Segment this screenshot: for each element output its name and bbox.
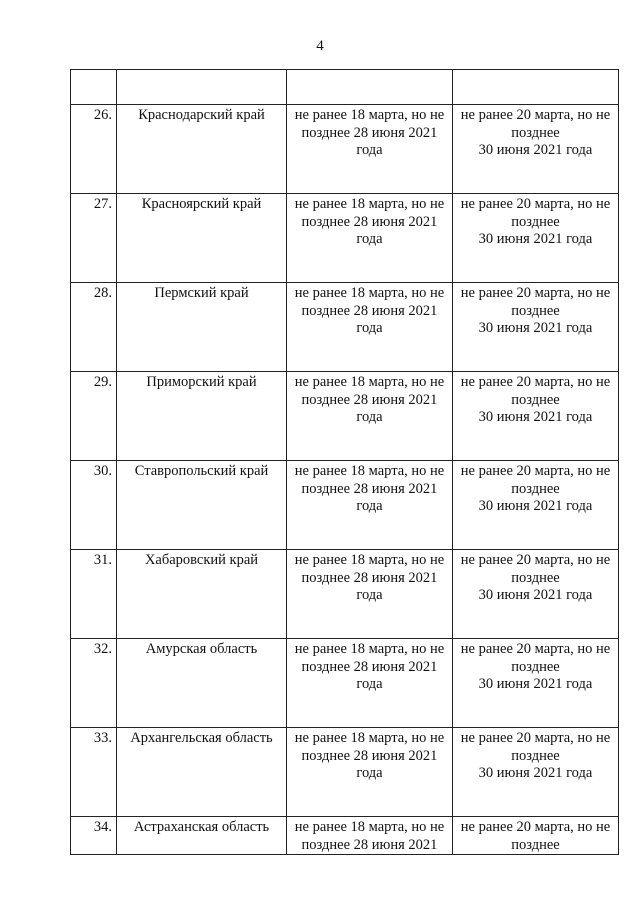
end-period-line: 30 июня 2021 года (478, 765, 593, 781)
table-row (71, 194, 619, 283)
end-period-line: позднее (511, 480, 560, 497)
table-body (71, 70, 619, 855)
end-period-cell (453, 550, 619, 639)
header-cell-region (117, 70, 287, 105)
row-number-cell: 28. (71, 283, 117, 372)
end-period-cell (453, 461, 619, 550)
row-number-cell: 31. (71, 550, 117, 639)
row-number-cell: 27. (71, 194, 117, 283)
region-name-cell: Хабаровский край (117, 550, 287, 639)
table-row (71, 283, 619, 372)
end-period-cell (453, 817, 619, 855)
row-number-cell: 32. (71, 639, 117, 728)
start-period-line: не ранее 18 марта, но не (294, 196, 445, 212)
start-period-line: позднее 28 июня 2021 (301, 480, 438, 497)
end-period-line: не ранее 20 марта, но не (460, 552, 611, 568)
start-period-line: года (356, 231, 383, 247)
start-period-cell (287, 372, 453, 461)
end-period-line: позднее (511, 391, 560, 408)
end-period-line: 30 июня 2021 года (478, 409, 593, 425)
start-period-line: не ранее 18 марта, но не (294, 107, 445, 123)
end-period-cell (453, 283, 619, 372)
region-name-cell: Амурская область (117, 639, 287, 728)
end-period-line: не ранее 20 марта, но не (460, 374, 611, 390)
end-period-line: позднее (511, 302, 560, 319)
start-period-line: не ранее 18 марта, но не (294, 463, 445, 479)
start-period-line: не ранее 18 марта, но не (294, 285, 445, 301)
table-header-row (71, 70, 619, 105)
start-period-line: позднее 28 июня 2021 (301, 391, 438, 408)
start-period-line: года (356, 409, 383, 425)
start-period-line: позднее 28 июня 2021 (301, 747, 438, 764)
start-period-line: года (356, 142, 383, 158)
end-period-cell (453, 372, 619, 461)
end-period-line: 30 июня 2021 года (478, 142, 593, 158)
region-name-cell: Ставропольский край (117, 461, 287, 550)
end-period-cell (453, 639, 619, 728)
start-period-cell (287, 817, 453, 855)
table-row (71, 639, 619, 728)
end-period-line: не ранее 20 марта, но не (460, 730, 611, 746)
table-row (71, 461, 619, 550)
start-period-line: позднее 28 июня 2021 (301, 302, 438, 319)
end-period-line: 30 июня 2021 года (478, 320, 593, 336)
end-period-line: 30 июня 2021 года (478, 498, 593, 514)
header-cell-number (71, 70, 117, 105)
start-period-line: не ранее 18 марта, но не (294, 641, 445, 657)
end-period-line: позднее (511, 836, 560, 853)
start-period-cell (287, 639, 453, 728)
header-cell-start-period (287, 70, 453, 105)
end-period-line: 30 июня 2021 года (478, 231, 593, 247)
end-period-line: 30 июня 2021 года (478, 587, 593, 603)
end-period-line: не ранее 20 марта, но не (460, 107, 611, 123)
table-row (71, 817, 619, 855)
end-period-line: позднее (511, 213, 560, 230)
start-period-line: года (356, 498, 383, 514)
end-period-line: не ранее 20 марта, но не (460, 463, 611, 479)
start-period-line: позднее 28 июня 2021 (301, 836, 438, 853)
start-period-line: года (356, 320, 383, 336)
end-period-line: не ранее 20 марта, но не (460, 196, 611, 212)
end-period-cell (453, 728, 619, 817)
row-number-cell: 34. (71, 817, 117, 855)
start-period-line: не ранее 18 марта, но не (294, 730, 445, 746)
start-period-cell (287, 461, 453, 550)
start-period-line: не ранее 18 марта, но не (294, 374, 445, 390)
region-name-cell: Пермский край (117, 283, 287, 372)
start-period-line: позднее 28 июня 2021 (301, 124, 438, 141)
start-period-cell (287, 728, 453, 817)
end-period-line: не ранее 20 марта, но не (460, 641, 611, 657)
row-number-cell: 33. (71, 728, 117, 817)
table-row (71, 372, 619, 461)
start-period-line: не ранее 18 марта, но не (294, 819, 445, 835)
region-name-cell: Архангельская область (117, 728, 287, 817)
end-period-line: не ранее 20 марта, но не (460, 285, 611, 301)
table-row (71, 105, 619, 194)
start-period-cell (287, 550, 453, 639)
start-period-line: года (356, 587, 383, 603)
end-period-cell (453, 194, 619, 283)
start-period-cell (287, 283, 453, 372)
region-name-cell: Красноярский край (117, 194, 287, 283)
region-name-cell: Приморский край (117, 372, 287, 461)
region-name-cell: Астраханская область (117, 817, 287, 855)
end-period-line: позднее (511, 747, 560, 764)
end-period-line: позднее (511, 569, 560, 586)
end-period-line: позднее (511, 124, 560, 141)
start-period-line: не ранее 18 марта, но не (294, 552, 445, 568)
page-number: 4 (316, 38, 324, 54)
start-period-cell (287, 105, 453, 194)
end-period-line: не ранее 20 марта, но не (460, 819, 611, 835)
end-period-line: 30 июня 2021 года (478, 676, 593, 692)
region-name-cell: Краснодарский край (117, 105, 287, 194)
table-row (71, 550, 619, 639)
start-period-line: года (356, 676, 383, 692)
table-row (71, 728, 619, 817)
row-number-cell: 30. (71, 461, 117, 550)
start-period-line: позднее 28 июня 2021 (301, 658, 438, 675)
start-period-cell (287, 194, 453, 283)
start-period-line: позднее 28 июня 2021 (301, 569, 438, 586)
header-cell-end-period (453, 70, 619, 105)
row-number-cell: 26. (71, 105, 117, 194)
end-period-cell (453, 105, 619, 194)
end-period-line: позднее (511, 658, 560, 675)
start-period-line: позднее 28 июня 2021 (301, 213, 438, 230)
schedule-table (70, 69, 619, 855)
row-number-cell: 29. (71, 372, 117, 461)
start-period-line: года (356, 765, 383, 781)
